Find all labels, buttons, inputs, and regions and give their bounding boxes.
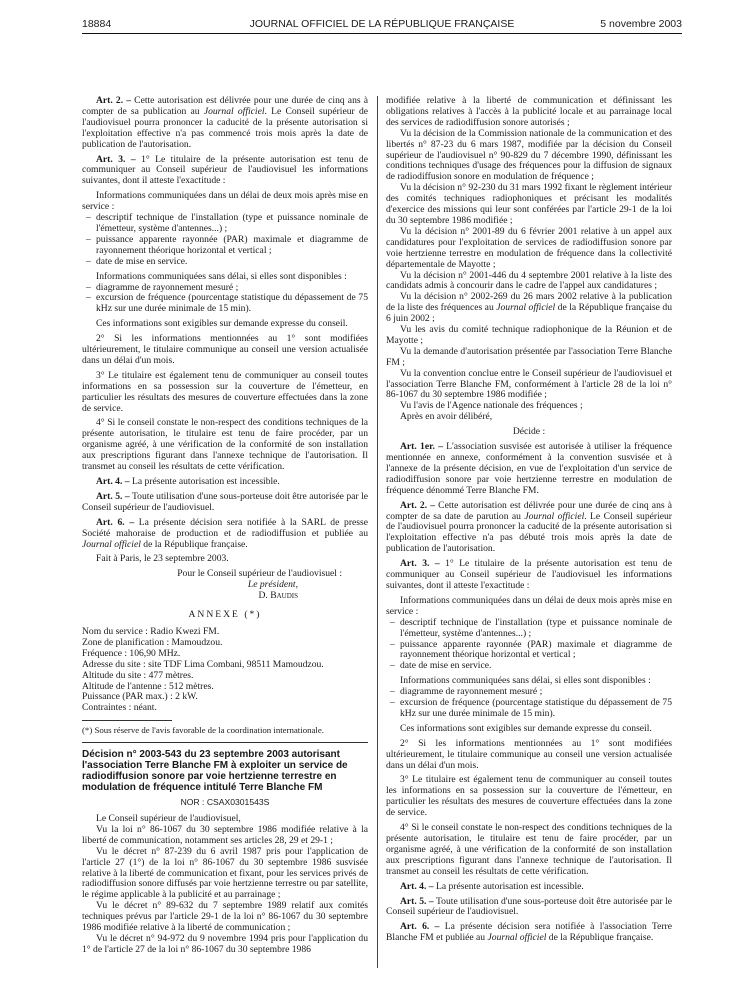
info-intro: Informations communiquées sans délai, si elles sont disponibles : — [96, 270, 347, 282]
visa: Vu le décret n° 89-632 du 7 septembre 1989 relatif aux comités techniques prévus par l'article 29-1 de la loi n° 86-1067 du 30 septembre 1986 modifiée relative à la liberté de communication ; — [82, 900, 368, 934]
visa: Vu la décision n° 2001-89 du 6 février 2001 relative à un appel aux candidatures pour l'exploitation de services de radiodiffusion sonore par voie hertzienne terrestre en modulation de fréquence dans la collectivité départementale de Mayotte ; — [386, 225, 672, 270]
article-text: Cette autorisation est délivrée pour une durée de cinq ans à compter de sa date de parution au — [386, 499, 672, 522]
paragraph: 2° Si les informations mentionnées au 1° sont modifiées ultérieurement, le titulaire communique au conseil une version actualisée dans un délai d'un mois. — [386, 737, 672, 771]
journal-ref: Journal officiel — [82, 538, 141, 550]
signature-authority: Pour le Conseil supérieur de l'audiovisuel : — [177, 568, 342, 580]
annex-line: Nom du service : Radio Kwezi FM. — [82, 625, 220, 637]
visa: Vu la convention conclue entre le Conseil supérieur de l'audiovisuel et l'association Terre Blanche FM, conformément à l'article 28 de la loi n° 86-1067 du 30 septembre 1986 modifiée ; — [386, 367, 672, 401]
article-5 — [386, 897, 672, 919]
article-label: Art. 6. – — [400, 921, 440, 933]
annex-line: Contraintes : néant. — [82, 702, 157, 714]
list-item: – puissance apparente rayonnée (PAR) maximale et diagramme de rayonnement théorique horizontal et vertical ; — [82, 235, 368, 257]
article-text: Cette autorisation est délivrée pour une durée de cinq ans à compter de sa publication au — [82, 95, 368, 117]
page-number: 18884 — [82, 18, 112, 30]
article-4 — [82, 477, 368, 488]
list-item: – date de mise en service. — [386, 661, 672, 672]
list-item: – descriptif technique de l'installation (type et puissance nominale de l'émetteur, système d'antennes...) ; — [82, 213, 368, 235]
article-text: La présente autorisation est incessible. — [433, 880, 584, 892]
visa: Après en avoir délibéré, — [400, 411, 493, 423]
column-divider — [377, 96, 378, 968]
visa: Vu la décision n° 2001-446 du 4 septembre 2001 relative à la liste des candidats admis à concourir dans le cadre de l'appel aux candidatures ; — [386, 269, 672, 292]
list-item: – diagramme de rayonnement mesuré ; — [386, 687, 672, 698]
footnote-rule — [82, 720, 172, 721]
article-2 — [82, 96, 368, 151]
signature-title: Le président, — [247, 579, 298, 591]
paragraph: Ces informations sont exigibles sur demande expresse du conseil. — [400, 722, 652, 734]
journal-ref: Journal officiel — [203, 105, 265, 117]
nor-reference: NOR : CSAX0301543S — [180, 797, 270, 808]
decide-heading: Décide : — [512, 426, 546, 438]
article-5 — [82, 492, 368, 514]
signature-name: D. Baudis — [258, 590, 298, 602]
annex-line: Fréquence : 106,90 MHz. — [82, 647, 181, 659]
visa-text: de la République française du 6 juin 2002 ; — [386, 302, 672, 325]
list-item: – excursion de fréquence (pourcentage statistique du dépassement de 75 kHz sur une durée minimale de 15 min). — [386, 698, 672, 720]
article-label: Art. 2. – — [400, 499, 436, 511]
article-text: La présente autorisation est incessible. — [129, 476, 280, 487]
article-text: de la République française. — [546, 932, 654, 944]
article-label: Art. 3. – — [96, 153, 136, 165]
article-label: Art. 4. – — [96, 476, 130, 487]
annex-line: Adresse du site : site TDF Lima Combani, 98511 Mamoudzou. — [82, 658, 324, 670]
continued-text: modifiée relative à la liberté de communication et définissant les obligations relatives à l'accès à la publicité locale et au parrainage local des services de radiodiffusion sonore autorisés ; — [386, 95, 672, 128]
left-column — [82, 96, 368, 956]
article-label: Art. 1er. – — [400, 441, 443, 453]
article-6 — [386, 922, 672, 944]
visa: Vu la décision de la Commission nationale de la communication et des libertés n° 87-23 du 6 mars 1987, modifiée par la décision du Conseil supérieur de l'audiovisuel n° 90-829 du 7 décembre 1990, définissant les conditions techniques d'usage des fréquences pour la diffusion de signaux de radiodiffusion sonore en modulation de fréquence ; — [386, 127, 672, 183]
annex-title: ANNEXE (*) — [188, 609, 262, 621]
decision-title: Décision n° 2003-543 du 23 septembre 2003 autorisant l'association Terre Blanche FM à exploiter un service de radiodiffusion sonore par voie hertzienne terrestre en modulation de fréquence intitulé Terre Blanche FM — [82, 749, 348, 794]
article-label: Art. 4. – — [400, 880, 434, 892]
annex-line: Altitude de l'antenne : 512 mètres. — [82, 680, 214, 692]
article-text: . Le Conseil supérieur de l'audiovisuel pourra prononcer la caducité de la présente autorisation si l'exploitation effective n'a pas commencé trois mois après la date de publication de l'autorisation. — [82, 105, 368, 150]
article-label: Art. 5. – — [400, 895, 434, 907]
info-intro: Informations communiquées dans un délai de deux mois après mise en service : — [386, 594, 672, 617]
annex-line: Puissance (PAR max.) : 2 kW. — [82, 691, 198, 703]
list-item: – diagramme de rayonnement mesuré ; — [82, 283, 368, 294]
paragraph: 3° Le titulaire est également tenu de communiquer au conseil toutes les informations en sa possession sur la couverture de l'émetteur, en particulier les résultats des mesures de couverture effectuées dans la zone de service. — [386, 774, 672, 819]
visa: Vu les avis du comité technique radiophonique de la Réunion et de Mayotte ; — [386, 324, 672, 346]
article-text: L'association susvisée est autorisée à utiliser la fréquence mentionnée en annexe, conformément à la convention susvisée et à l'annexe de la présente décision, en vue de l'exploitation d'un service de radiodiffusion sonore par voie hertzienne terrestre en modulation de fréquence dénommé Terre Blanche FM. — [386, 441, 672, 496]
page-header — [82, 18, 682, 34]
visa: Vu le décret n° 87-239 du 6 avril 1987 pris pour l'application de l'article 27 (1°) de la loi n° 86-1067 du 30 septembre 1986 susvisée relative à la liberté de communication et fixant, pour les services privés de radiodiffusion sonore diffusés par voie hertzienne terrestre ou par satellite, le régime applicable à la publicité et au parrainage ; — [82, 845, 368, 901]
list-item: – descriptif technique de l'installation (type et puissance nominale de l'émetteur, système d'antennes...) ; — [386, 618, 672, 640]
visa: Vu la décision n° 92-230 du 31 mars 1992 fixant le règlement intérieur des comités techniques radiophoniques et précisant les modalités d'exercice des missions qui leur sont conférées par l'article 29-1 de la loi du 30 septembre 1986 modifiée ; — [386, 182, 672, 226]
paragraph: 2° Si les informations mentionnées au 1° sont modifiées ultérieurement, le titulaire communique au conseil une version actualisée dans un délai d'un mois. — [82, 333, 368, 366]
visa: Vu le décret n° 94-972 du 9 novembre 1994 pris pour l'application du 1° de l'article 27 de la loi n° 86-1067 du 30 septembre 1986 — [82, 933, 368, 955]
paragraph: 4° Si le conseil constate le non-respect des conditions techniques de la présente autorisation, le titulaire est tenu de faire procéder, par un organisme agréé, à une vérification de la conformité de son installation aux prescriptions figurant dans l'annexe technique de l'autorisation. Il transmet au conseil les résultats de cette vérification. — [386, 822, 672, 877]
article-label: Art. 6. – — [96, 516, 135, 528]
article-text: . Le Conseil supérieur de l'audiovisuel pourra prononcer la caducité de la présente autorisation si l'exploitation effective n'a pas débuté trois mois après la date de publication de l'autorisation. — [386, 510, 672, 555]
article-1 — [386, 442, 672, 497]
paragraph: Ces informations sont exigibles sur demande expresse du conseil. — [96, 318, 348, 330]
article-3 — [82, 155, 368, 188]
journal-ref: Journal officiel — [487, 932, 547, 944]
visa: Vu la loi n° 86-1067 du 30 septembre 1986 modifiée relative à la liberté de communication, notamment ses articles 28, 29 et 29-1 ; — [82, 823, 368, 846]
article-4 — [386, 882, 672, 893]
journal-ref: Journal officiel — [524, 510, 585, 522]
annex-line: Altitude du site : 477 mètres. — [82, 669, 194, 681]
article-label: Art. 2. – — [96, 95, 132, 106]
article-text: Toute utilisation d'une sous-porteuse doit être autorisée par le Conseil supérieur de l'audiovisuel. — [82, 490, 368, 513]
article-text: La présente décision sera notifiée à la SARL de presse Société mahoraise de production et de radiodiffusion et publiée au — [82, 516, 368, 539]
visa: Vu la demande d'autorisation présentée par l'association Terre Blanche FM ; — [386, 345, 672, 368]
footnote: (*) Sous réserve de l'avis favorable de la coordination internationale. — [82, 725, 324, 736]
journal-ref: Journal officiel — [496, 302, 556, 314]
paragraph: Le Conseil supérieur de l'audiovisuel, — [96, 813, 241, 825]
section-rule — [82, 742, 368, 743]
visa: Vu l'avis de l'Agence nationale des fréquences ; — [400, 400, 583, 412]
header-rule — [82, 33, 682, 34]
list-item: – puissance apparente rayonnée (PAR) maximale et diagramme de rayonnement théorique horizontal et vertical ; — [386, 640, 672, 662]
issue-date: 5 novembre 2003 — [600, 18, 682, 30]
list-item: – date de mise en service. — [82, 257, 368, 268]
visa — [386, 292, 672, 325]
article-3 — [386, 559, 672, 592]
paragraph: 3° Le titulaire est également tenu de communiquer au conseil toutes informations en sa possession sur la couverture de l'émetteur, en particulier les résultats des mesures de couverture effectuées dans la zone de service. — [82, 369, 368, 414]
article-6 — [82, 518, 368, 551]
info-intro: Informations communiquées sans délai, si elles sont disponibles : — [400, 675, 651, 687]
article-2 — [386, 501, 672, 556]
article-text: de la République française. — [140, 538, 248, 550]
article-text: La présente décision sera notifiée à l'association Terre Blanche FM et publiée au — [386, 921, 672, 944]
info-intro: Informations communiquées dans un délai de deux mois après mise en service : — [82, 190, 368, 213]
article-label: Art. 5. – — [96, 490, 130, 502]
article-label: Art. 3. – — [400, 558, 440, 570]
annex-line: Zone de planification : Mamoudzou. — [82, 636, 223, 648]
paragraph: 4° Si le conseil constate le non-respect des conditions techniques de la présente autorisation, le titulaire est tenu de faire procéder, par un organisme agréé, à une vérification de la conformité de son installation aux prescriptions figurant dans l'annexe technique de l'autorisation. Il transmet au conseil les résultats de cette vérification. — [82, 417, 368, 473]
journal-title: JOURNAL OFFICIEL DE LA RÉPUBLIQUE FRANÇAISE — [249, 18, 515, 30]
article-text: Toute utilisation d'une sous-porteuse doit être autorisée par le Conseil supérieur de l'audiovisuel. — [386, 895, 672, 918]
visa-text: Vu la décision n° 2002-269 du 26 mars 2002 relative à la publication de la liste des fréquences au — [386, 291, 672, 314]
right-column — [386, 96, 672, 944]
list-item: – excursion de fréquence (pourcentage statistique du dépassement de 75 kHz sur une durée minimale de 15 min). — [82, 293, 368, 315]
article-text: 1° Le titulaire de la présente autorisation est tenu de communiquer au Conseil supérieur de l'audiovisuel les informations suivantes, dont il atteste l'exactitude : — [82, 153, 368, 187]
article-text: 1° Le titulaire de la présente autorisation est tenu de communiquer au Conseil supérieur de l'audiovisuel les informations suivantes, dont il atteste l'exactitude : — [386, 558, 672, 591]
signature-date: Fait à Paris, le 23 septembre 2003. — [96, 553, 229, 565]
technical-annex — [82, 627, 368, 714]
